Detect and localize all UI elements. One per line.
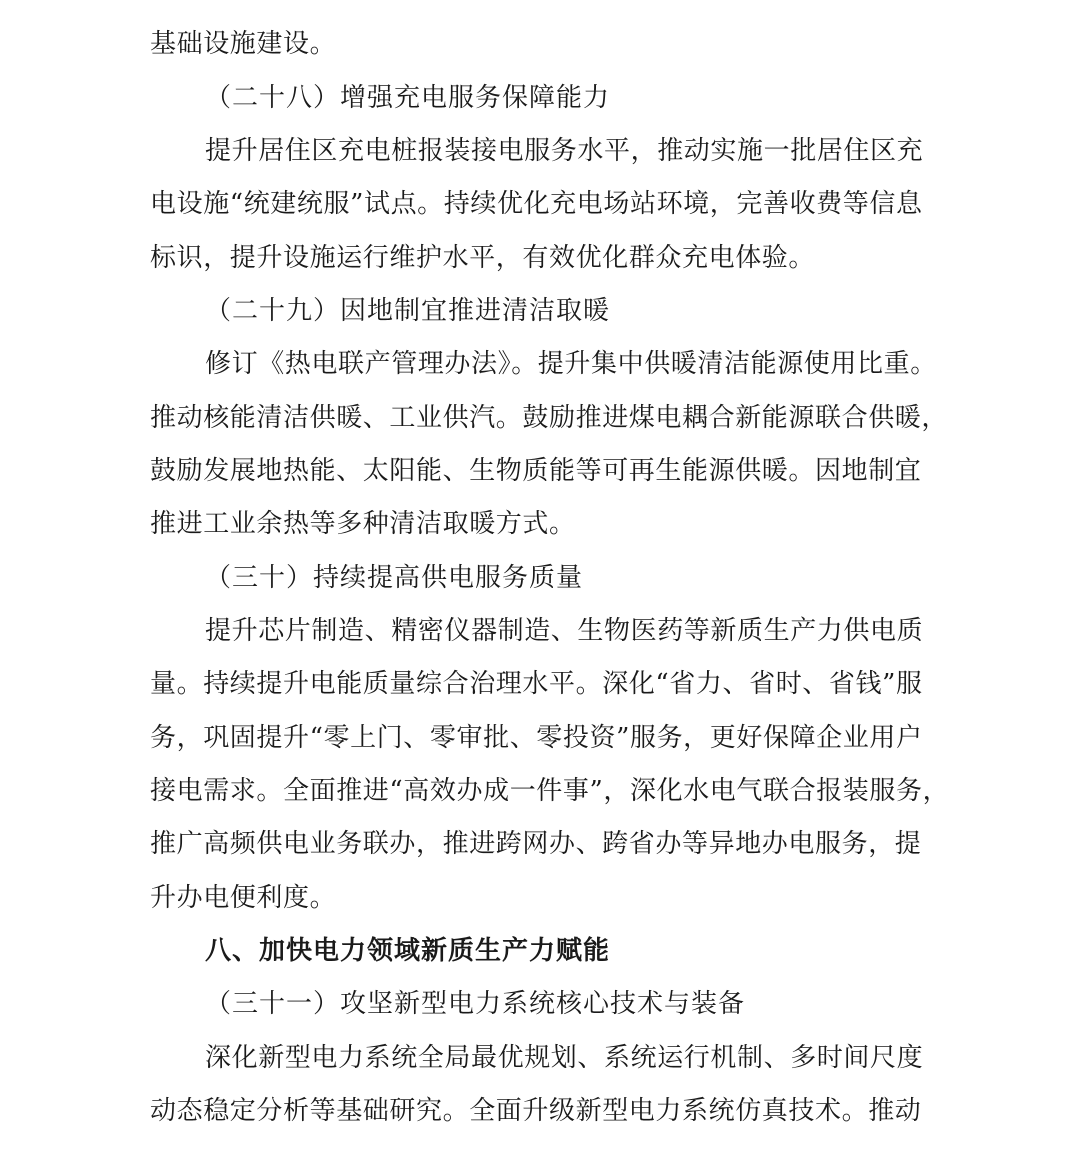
body-line (0, 238, 1080, 278)
line-text: 动态稳定分析等基础研究。全面升级新型电力系统仿真技术。推动 (150, 1096, 922, 1126)
line-text: 推广高频供电业务联办，推进跨网办、跨省办等异地办电服务，提 (150, 829, 922, 859)
body-line (0, 824, 1080, 864)
line-text: 提升居住区充电桩报装接电服务水平，推动实施一批居住区充 (205, 136, 924, 166)
line-text: 接电需求。全面推进“高效办成一件事”，深化水电气联合报装服务， (150, 776, 950, 806)
body-line (0, 1038, 1080, 1078)
line-text: 电设施“统建统服”试点。持续优化充电场站环境，完善收费等信息 (150, 189, 923, 219)
body-line (0, 664, 1080, 704)
body-line (0, 504, 1080, 544)
subsection-heading (0, 78, 1080, 118)
line-text: 推进工业余热等多种清洁取暖方式。 (150, 509, 576, 539)
heading-text: （二十八）增强充电服务保障能力 (205, 83, 611, 113)
heading-text: （三十一）攻坚新型电力系统核心技术与装备 (205, 989, 746, 1019)
line-text: 升办电便利度。 (150, 883, 337, 913)
subsection-heading (0, 984, 1080, 1024)
line-text: 推动核能清洁供暖、工业供汽。鼓励推进煤电耦合新能源联合供暖， (150, 403, 949, 433)
body-line (0, 451, 1080, 491)
line-text: 鼓励发展地热能、太阳能、生物质能等可再生能源供暖。因地制宜 (150, 456, 922, 486)
line-text: 基础设施建设。 (150, 29, 337, 59)
line-text: 务，巩固提升“零上门、零审批、零投资”服务，更好保障企业用户 (150, 723, 923, 753)
body-line (0, 611, 1080, 651)
body-line (0, 718, 1080, 758)
body-line (0, 878, 1080, 918)
heading-text: （三十）持续提高供电服务质量 (205, 563, 584, 593)
body-line (0, 131, 1080, 171)
heading-text: （二十九）因地制宜推进清洁取暖 (205, 296, 611, 326)
body-line (0, 398, 1080, 438)
line-text: 标识，提升设施运行维护水平，有效优化群众充电体验。 (150, 243, 816, 273)
subsection-heading (0, 558, 1080, 598)
body-line (0, 184, 1080, 224)
line-text: 提升芯片制造、精密仪器制造、生物医药等新质生产力供电质 (205, 616, 924, 646)
body-line (0, 1091, 1080, 1131)
section-heading-text: 八、加快电力领域新质生产力赋能 (205, 936, 611, 966)
line-text: 量。持续提升电能质量综合治理水平。深化“省力、省时、省钱”服 (150, 669, 923, 699)
body-line (0, 344, 1080, 384)
line-text: 修订《热电联产管理办法》。提升集中供暖清洁能源使用比重。 (205, 349, 937, 379)
section-heading (0, 931, 1080, 971)
body-line (0, 24, 1080, 64)
subsection-heading (0, 291, 1080, 331)
line-text: 深化新型电力系统全局最优规划、系统运行机制、多时间尺度 (205, 1043, 924, 1073)
body-line (0, 771, 1080, 811)
